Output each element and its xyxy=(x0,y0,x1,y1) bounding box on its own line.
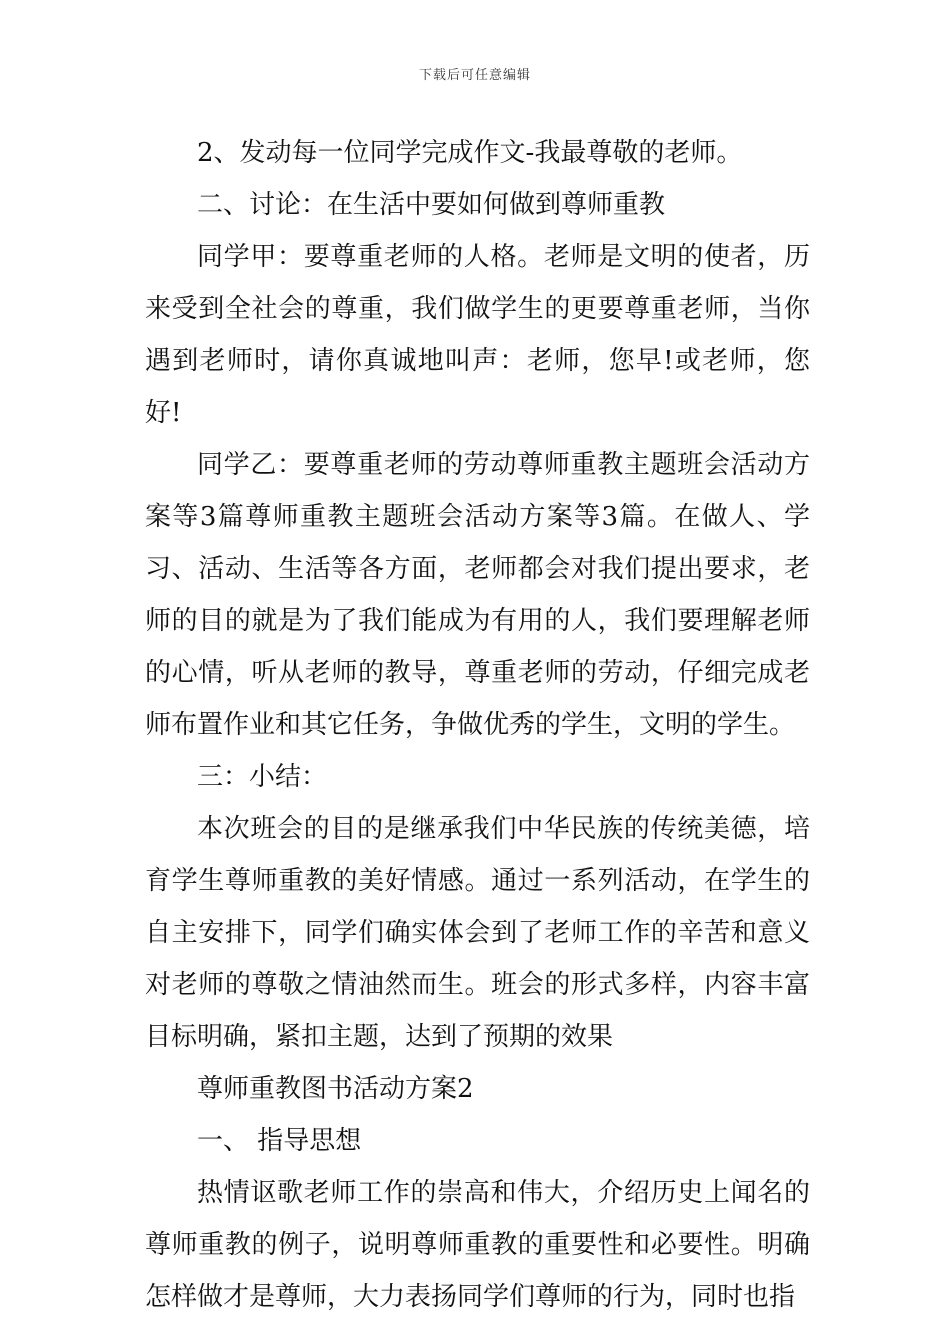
section-heading-discussion: 二、讨论：在生活中要如何做到尊师重教 xyxy=(197,190,666,220)
paragraph-student-b: 同学乙：要尊重老师的劳动尊师重教主题班会活动方案等3篇尊师重教主题班会活动方案等3篇。在做人、学习、活动、生活等各方面，老师都会对我们提出要求，老师的目的就是为了我们能成为有用的人，我们要理解老师的心情，听从老师的教导，尊重老师的劳动，仔细完成老师布置作业和其它任务，争做优秀的学生，文明的学生。 xyxy=(145,450,810,740)
paragraph-summary: 本次班会的目的是继承我们中华民族的传统美德，培育学生尊师重教的美好情感。通过一系列活动，在学生的自主安排下，同学们确实体会到了老师工作的辛苦和意义对老师的尊敬之情油然而生。班会的形式多样，内容丰富目标明确，紧扣主题，达到了预期的效果 xyxy=(145,814,810,1052)
paragraph-mobilize-essay: 2、发动每一位同学完成作文-我最尊敬的老师。 xyxy=(197,138,743,168)
paragraph-guiding-idea: 热情讴歌老师工作的崇高和伟大，介绍历史上闻名的尊师重教的例子，说明尊师重教的重要性和必要性。明确怎样做才是尊师，大力表扬同学们尊师的行为，同时也指 xyxy=(145,1178,810,1312)
page-header: 下载后可任意编辑 xyxy=(418,68,531,83)
paragraph-student-a: 同学甲：要尊重老师的人格。老师是文明的使者，历来受到全社会的尊重，我们做学生的更要尊重老师，当你遇到老师时，请你真诚地叫声：老师，您早!或老师，您好! xyxy=(145,242,810,428)
document-body xyxy=(145,127,810,1323)
section-heading-guiding-idea: 一、 指导思想 xyxy=(197,1126,362,1156)
plan-title: 尊师重教图书活动方案2 xyxy=(197,1074,474,1104)
section-heading-summary: 三：小结： xyxy=(197,762,328,792)
